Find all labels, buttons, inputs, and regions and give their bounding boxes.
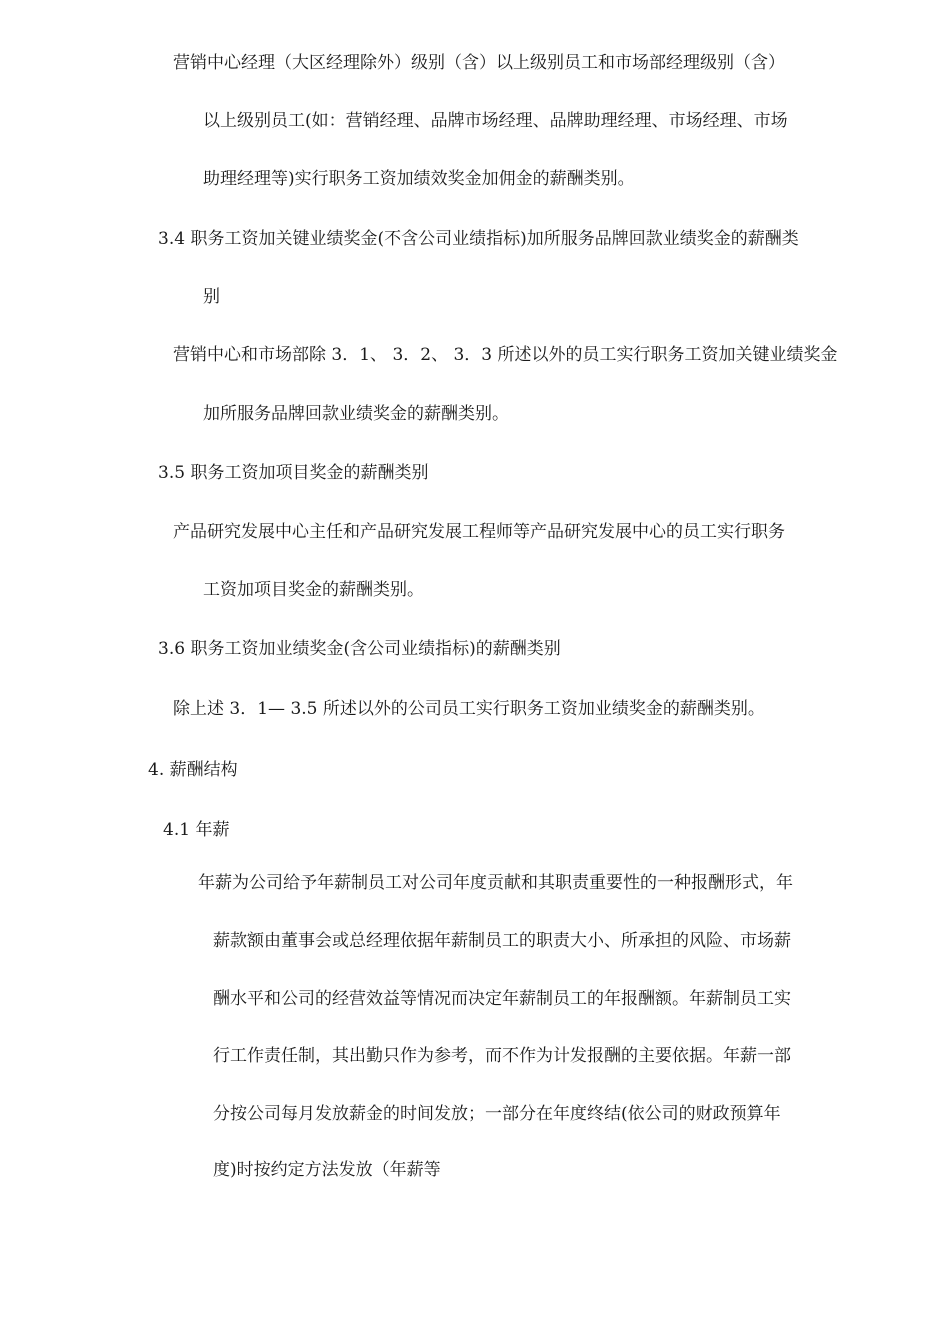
para-3-3-line-2: 以上级别员工(如：营销经理、品牌市场经理、品牌助理经理、市场经理、市场 — [203, 111, 788, 131]
para-4-1-line-1: 年薪为公司给予年薪制员工对公司年度贡献和其职责重要性的一种报酬形式，年 — [198, 873, 793, 893]
para-4-1-line-5: 分按公司每月发放薪金的时间发放；一部分在年度终结(依公司的财政预算年 — [213, 1104, 781, 1124]
heading-3-4-line-2: 别 — [203, 287, 220, 307]
para-4-1-line-4: 行工作责任制，其出勤只作为参考，而不作为计发报酬的主要依据。年薪一部 — [213, 1046, 791, 1066]
para-4-1-line-2: 薪款额由董事会或总经理依据年薪制员工的职责大小、所承担的风险、市场薪 — [213, 931, 791, 951]
para-4-1-line-3: 酬水平和公司的经营效益等情况而决定年薪制员工的年报酬额。年薪制员工实 — [213, 989, 791, 1009]
heading-3-4-line-1: 3.4 职务工资加关键业绩奖金(不含公司业绩指标)加所服务品牌回款业绩奖金的薪酬类 — [158, 229, 799, 249]
para-3-3-line-1: 营销中心经理（大区经理除外）级别（含）以上级别员工和市场部经理级别（含） — [173, 53, 785, 73]
heading-4: 4. 薪酬结构 — [148, 760, 238, 780]
heading-3-5: 3.5 职务工资加项目奖金的薪酬类别 — [158, 463, 429, 483]
para-3-4-line-1: 营销中心和市场部除 3．1、 3．2、 3．3 所述以外的员工实行职务工资加关键业绩奖金 — [173, 345, 838, 365]
heading-4-1: 4.1 年薪 — [163, 820, 230, 840]
para-4-1-line-6: 度)时按约定方法发放（年薪等 — [213, 1160, 441, 1180]
para-3-3-line-3: 助理经理等)实行职务工资加绩效奖金加佣金的薪酬类别。 — [203, 169, 635, 189]
para-3-6: 除上述 3．1— 3.5 所述以外的公司员工实行职务工资加业绩奖金的薪酬类别。 — [173, 699, 765, 719]
para-3-5-line-1: 产品研究发展中心主任和产品研究发展工程师等产品研究发展中心的员工实行职务 — [173, 522, 785, 542]
para-3-4-line-2: 加所服务品牌回款业绩奖金的薪酬类别。 — [203, 404, 509, 424]
para-3-5-line-2: 工资加项目奖金的薪酬类别。 — [203, 580, 424, 600]
heading-3-6: 3.6 职务工资加业绩奖金(含公司业绩指标)的薪酬类别 — [158, 639, 561, 659]
